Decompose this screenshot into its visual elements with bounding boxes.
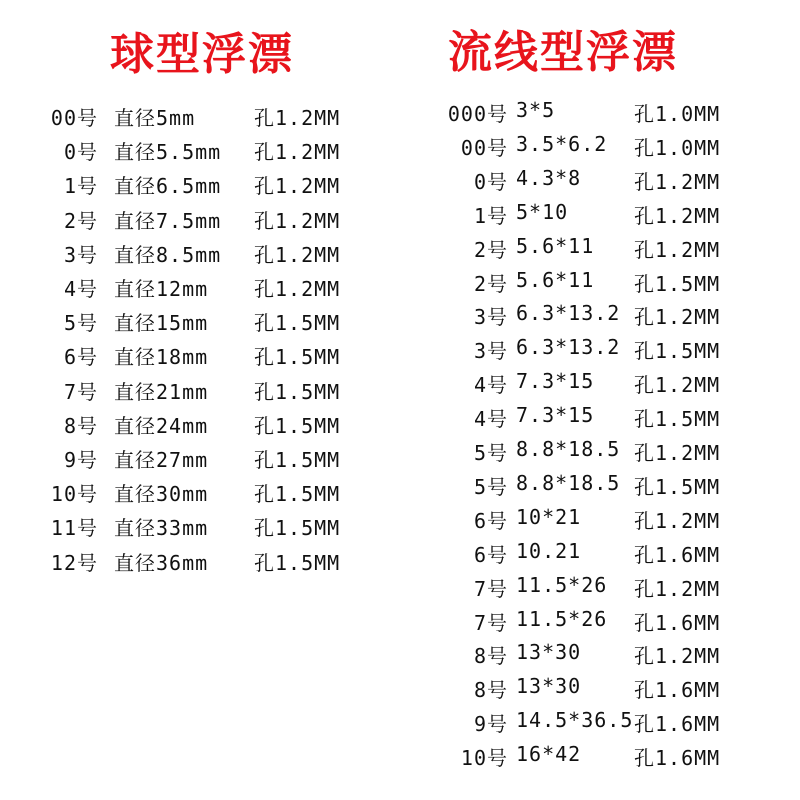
float-hole-size: 孔1.5MM <box>634 474 721 499</box>
float-diameter: 直径24mm <box>114 413 209 438</box>
float-dimensions: 6.3*13.2 <box>516 335 621 360</box>
float-hole-size: 孔1.5MM <box>634 407 721 432</box>
float-hole-size: 孔1.6MM <box>634 712 721 737</box>
float-size: 8号 <box>473 678 508 703</box>
float-hole-size: 孔1.5MM <box>254 311 341 336</box>
float-size: 7号 <box>473 576 508 601</box>
float-size: 12号 <box>50 550 98 575</box>
float-dimensions: 13*30 <box>516 674 582 699</box>
float-hole-size: 孔1.5MM <box>254 413 341 438</box>
float-size: 2号 <box>473 271 508 296</box>
float-diameter: 直径15mm <box>114 311 209 336</box>
float-hole-size: 孔1.2MM <box>254 174 341 199</box>
streamline-float-spec-table <box>410 98 800 778</box>
spherical-float-title: 球型浮漂 <box>110 29 294 80</box>
float-hole-size: 孔1.2MM <box>634 169 721 194</box>
float-hole-size: 孔1.2MM <box>634 373 721 398</box>
float-dimensions: 11.5*26 <box>516 572 608 597</box>
float-diameter: 直径21mm <box>114 379 209 404</box>
float-hole-size: 孔1.2MM <box>254 242 341 267</box>
float-size: 3号 <box>473 305 508 330</box>
float-size: 00号 <box>460 135 508 160</box>
float-size: 9号 <box>473 712 508 737</box>
float-dimensions: 13*30 <box>516 640 582 665</box>
float-size: 1号 <box>473 203 508 228</box>
float-dimensions: 14.5*36.5 <box>516 708 634 733</box>
float-size: 9号 <box>63 448 98 472</box>
float-hole-size: 孔1.2MM <box>634 644 721 669</box>
float-size: 7号 <box>473 610 508 635</box>
float-hole-size: 孔1.5MM <box>254 379 341 404</box>
float-diameter: 直径18mm <box>114 345 209 370</box>
float-size: 8号 <box>63 413 98 438</box>
float-diameter: 直径8.5mm <box>114 242 222 267</box>
float-hole-size: 孔1.0MM <box>634 102 721 126</box>
float-dimensions: 7.3*15 <box>516 403 595 428</box>
float-size: 5号 <box>63 311 98 336</box>
float-size: 2号 <box>473 237 508 262</box>
float-size: 8号 <box>473 644 508 669</box>
float-hole-size: 孔1.5MM <box>254 516 341 541</box>
float-hole-size: 孔1.6MM <box>634 678 721 703</box>
float-dimensions: 5.6*11 <box>516 233 595 258</box>
float-hole-size: 孔1.2MM <box>634 203 721 228</box>
float-dimensions: 3*5 <box>516 98 556 122</box>
float-size: 0号 <box>63 140 98 165</box>
float-hole-size: 孔1.2MM <box>254 140 341 165</box>
float-size: 6号 <box>473 508 508 533</box>
streamline-float-title: 流线型浮漂 <box>448 27 678 78</box>
float-hole-size: 孔1.0MM <box>634 135 721 160</box>
float-size: 10号 <box>460 746 508 771</box>
float-diameter: 直径27mm <box>114 448 209 472</box>
float-size: 11号 <box>50 516 98 541</box>
float-hole-size: 孔1.2MM <box>634 576 721 601</box>
float-diameter: 直径5.5mm <box>114 140 222 165</box>
float-dimensions: 8.8*18.5 <box>516 437 621 461</box>
float-diameter: 直径7.5mm <box>114 208 222 233</box>
float-hole-size: 孔1.2MM <box>634 441 721 465</box>
float-hole-size: 孔1.5MM <box>634 339 721 364</box>
float-size: 7号 <box>63 379 98 404</box>
float-dimensions: 6.3*13.2 <box>516 301 621 326</box>
float-hole-size: 孔1.5MM <box>254 550 341 575</box>
float-size: 1号 <box>63 174 98 199</box>
float-size: 5号 <box>473 474 508 499</box>
float-hole-size: 孔1.2MM <box>634 508 721 533</box>
float-size: 10号 <box>50 482 98 507</box>
float-hole-size: 孔1.6MM <box>634 610 721 635</box>
float-hole-size: 孔1.5MM <box>254 345 341 370</box>
float-size: 000号 <box>447 102 508 126</box>
float-size: 4号 <box>473 407 508 432</box>
float-hole-size: 孔1.2MM <box>254 208 341 233</box>
float-size: 2号 <box>63 208 98 233</box>
float-diameter: 直径5mm <box>114 106 196 130</box>
float-hole-size: 孔1.5MM <box>634 271 721 296</box>
float-dimensions: 10.21 <box>516 538 582 563</box>
float-diameter: 直径6.5mm <box>114 174 222 199</box>
float-diameter: 直径36mm <box>114 550 209 575</box>
float-hole-size: 孔1.5MM <box>254 448 341 472</box>
float-size: 4号 <box>473 373 508 398</box>
float-dimensions: 5.6*11 <box>516 267 595 292</box>
float-hole-size: 孔1.6MM <box>634 542 721 567</box>
float-dimensions: 8.8*18.5 <box>516 470 621 495</box>
float-dimensions: 3.5*6.2 <box>516 131 608 156</box>
float-size: 00号 <box>50 106 98 130</box>
float-hole-size: 孔1.2MM <box>254 106 341 130</box>
spherical-float-spec-table <box>0 102 380 582</box>
float-size: 0号 <box>473 169 508 194</box>
float-diameter: 直径12mm <box>114 277 209 301</box>
float-dimensions: 16*42 <box>516 742 582 767</box>
float-size: 5号 <box>473 441 508 465</box>
float-diameter: 直径33mm <box>114 516 209 541</box>
float-size: 3号 <box>473 339 508 364</box>
float-size: 3号 <box>63 242 98 267</box>
float-hole-size: 孔1.2MM <box>254 277 341 301</box>
float-hole-size: 孔1.5MM <box>254 482 341 507</box>
float-size: 4号 <box>63 277 98 301</box>
float-dimensions: 4.3*8 <box>516 165 582 190</box>
float-hole-size: 孔1.2MM <box>634 305 721 330</box>
float-size: 6号 <box>63 345 98 370</box>
float-dimensions: 10*21 <box>516 504 582 529</box>
float-dimensions: 5*10 <box>516 199 569 224</box>
float-dimensions: 7.3*15 <box>516 369 595 394</box>
float-size: 6号 <box>473 542 508 567</box>
float-diameter: 直径30mm <box>114 482 209 507</box>
float-dimensions: 11.5*26 <box>516 606 608 631</box>
float-hole-size: 孔1.2MM <box>634 237 721 262</box>
float-hole-size: 孔1.6MM <box>634 746 721 771</box>
